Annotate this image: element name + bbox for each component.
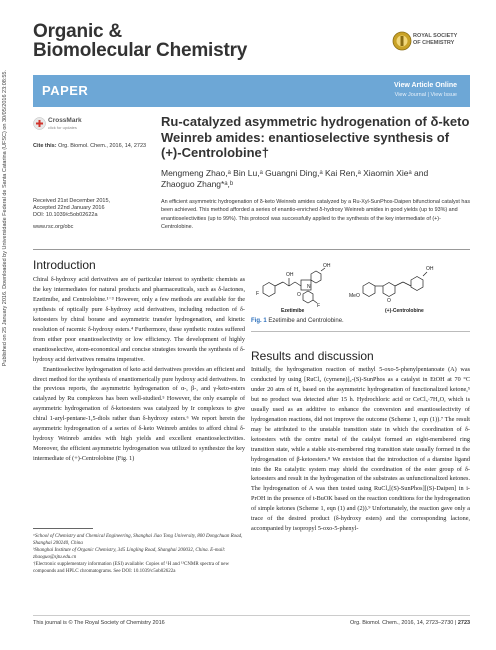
centrolobine-structure (363, 272, 427, 297)
article-title: Ru-catalyzed asymmetric hydrogenation of δ-keto Weinreb amides: enantioselective synthesis of (+)-Centrolobine† (161, 114, 470, 160)
citation-block (33, 143, 153, 150)
view-article-online-link[interactable]: View Article Online (393, 82, 457, 89)
article-dates (33, 198, 153, 231)
results-body (251, 365, 470, 534)
accepted-date: Accepted 22nd January 2016 (33, 205, 105, 211)
centrolobine-oh-label: OH (426, 266, 434, 272)
centrolobine-o-label: O (387, 298, 391, 304)
centrolobine-meo-label: MeO (349, 293, 360, 299)
article-type-label: PAPER (42, 83, 89, 98)
ezetimibe-o-label: O (297, 292, 301, 298)
received-date: Received 21st December 2015, (33, 198, 111, 204)
header-divider (33, 249, 470, 250)
results-heading: Results and discussion (251, 349, 374, 363)
footnote-a: ᵃSchool of Chemistry and Chemical Engineering, Shanghai Jiao Tong University, 800 Dongchuan Road, Shanghai 200240, China (33, 534, 243, 546)
centrolobine-label: (+)-Centrolobine (385, 308, 424, 314)
ezetimibe-n-label: N (307, 284, 311, 290)
footer-citation (350, 620, 470, 626)
cite-reference: Org. Biomol. Chem., 2016, 14, 2723 (58, 143, 147, 149)
authors-line2: Zhaoguo Zhang*ᵃ,ᵇ (161, 178, 234, 189)
journal-title-line1: Organic & (33, 21, 122, 42)
journal-title[interactable] (33, 22, 247, 60)
publisher-line2: OF CHEMISTRY (413, 39, 455, 46)
crossmark-label: CrossMark (48, 117, 82, 124)
footnote-esi: †Electronic supplementary information (ESI) available: Copies of ¹H and ¹³CNMR spectra of new compounds and HPLC chromatograms. See DOI: 10.1039/c5ob02622a (33, 562, 230, 574)
footer-citation-text: Org. Biomol. Chem., 2016, 14, 2723–2730 | (350, 620, 457, 626)
article-type-banner (33, 75, 470, 107)
figure-1-structures (251, 256, 471, 314)
abstract-text: An efficient asymmetric hydrogenation of δ-keto Weinreb amides catalyzed by a Ru-Xyl-SunPhos-Daipen bifunctional catalyst has been achieved. This method afforded a series of enantio-enriched δ-hydroxy Weinreb amides in good yields (up to 93%) and enantioselectivities (up to 99%). This protocol was successfully applied to the synthesis of the key intermediate of (+)-Centrolobine. (161, 199, 471, 231)
intro-paragraph-1: Chiral δ-hydroxy acid derivatives are of particular interest to synthetic chemists as the key intermediates for natural products and pharmaceuticals, such as δ-lactones, Ezetimibe, and Centrolobine.¹⁻³ However, only a few methods are available for the synthesis of optically pure δ-hydroxy acid derivatives, including reduction of δ-ketoesters by chiral borane and asymmetric transfer hydrogenation, and kinetic resolution of racemic δ-hydroxy esters.⁴ Furthermore, these synthetic routes suffered from either poor enantioselectivity or low efficiency. The development of highly enantioselective, atom-economical and concise strategies towards the synthesis of δ-hydroxy acid derivatives remains imperative. (33, 276, 245, 363)
footnotes (33, 533, 245, 575)
crossmark-icon (33, 117, 46, 130)
footer-page-number: 2723 (457, 620, 471, 626)
footnote-divider (33, 528, 93, 529)
ezetimibe-structure (263, 268, 325, 303)
doi[interactable]: DOI: 10.1039/c5ob02622a (33, 212, 98, 218)
ezetimibe-f-right: F (317, 303, 321, 309)
publisher-line1: ROYAL SOCIETY (413, 33, 458, 39)
crossmark-sub: click for updates (48, 125, 77, 130)
intro-paragraph-2: Enantioselective hydrogenation of keto acid derivatives provides an efficient and direct method for the synthesis of enantiomerically pure hydroxy acid derivatives. In the previous reports, the asymmetric hydrogenation of α-, β-, and γ-keto-esters catalyzed by Ru complexes has been well-studied.⁵ However, the only example of asymmetric hydrogenation of δ-ketoesters was catalyzed by Ir complexes to give chiral 1-aryl-pentane-1,5-diols rather than δ-hydroxy esters.⁶ We report herein the asymmetric hydrogenation of a series of δ-keto Weinreb amides to afford chiral δ-hydroxy Weinreb amides with high yields and excellent enantioselectivities. Moreover, the efficient asymmetric hydrogenation was utilized to synthesize the key intermediate of (+)-Centrolobine (Fig. 1) (33, 365, 245, 463)
ezetimibe-f-left: F (256, 291, 260, 297)
ezetimibe-oh-chain: OH (286, 272, 294, 278)
ezetimibe-oh-phenol: OH (323, 263, 331, 269)
figure-1-caption-text: Ezetimibe and Centrolobine. (268, 318, 344, 324)
figure-1-number[interactable]: Fig. 1 (251, 318, 267, 324)
figure-divider (251, 331, 470, 332)
view-journal-issue-link[interactable]: View Journal | View Issue (394, 92, 457, 98)
authors-line1: Mengmeng Zhao,ᵃ Bin Lu,ᵃ Guangni Ding,ᵃ Kai Ren,ᵃ Xiaomin Xieᵃ and (161, 168, 429, 178)
journal-title-line2: Biomolecular Chemistry (33, 40, 248, 61)
download-notice-text: Published on 25 January 2016. Downloaded by Universidade Federal de Santa Catarina (UFSC) on 30/05/2016 23:08:55. (2, 70, 8, 367)
crossmark-badge[interactable] (33, 117, 103, 137)
author-list (161, 168, 471, 189)
introduction-body (33, 275, 245, 464)
journal-url[interactable]: www.rsc.org/obc (33, 224, 74, 230)
introduction-heading: Introduction (33, 258, 96, 272)
ezetimibe-label: Ezetimibe (281, 308, 305, 314)
cite-label: Cite this: (33, 143, 57, 149)
download-notice (2, 70, 12, 590)
footer-divider (33, 615, 470, 616)
footnote-b: ᵇShanghai Institute of Organic Chemistry, 345 Lingling Road, Shanghai 200032, China. E-mail: zhaoguo@sjtu.edu.cn (33, 548, 226, 560)
results-paragraph-1: Initially, the hydrogenation reaction of methyl 5-oxo-5-phenylpentanoate (A) was conducted by using [RuCl₂ (cymene)]₂-(S)-SunPhos as a catalyst in EtOH at 70 °C under 20 atm of H₂ based on the asymmetric hydrogenation of functionalized ketone,⁵ but no product was detected after 15 h. Hydrochloric acid or CeCl₃·7H₂O, which is usually used as an additive to enhance the conversion and enantioselectivity of hydrogenation reactions, did not improve the outcome (Scheme 1, eqn (1)).⁷ The result may be attributed to the unstable transition state in which the coordination of δ-ketoesters with the centre metal of the catalyst formed an eight-membered ring transition state, while a stable six-membered ring transition state usually formed in the hydrogenation of β-ketoesters.⁸ We envision that the introduction of a diamine ligand into the Ru catalytic system may shield the coordination of the ester group of δ-ketoesters and result in the hydrogenation of the substrates as unfunctionalized ketones. The hydrogenation of A was then tested using RuCl₂[(S)-SunPhos][(S)-Daipen] in i-PrOH in the presence of t-BuOK based on the reaction conditions for the hydrogenation of simple ketones (Scheme 1, eqn (1) and (2)).⁹ Unfortunately, the reaction gave only a trace of the desired product (δ-hydroxy esters) and the corresponding lactone, accompanied by isopropyl 5-oxo-5-phenyl- (251, 366, 470, 533)
footer-copyright: This journal is © The Royal Society of Chemistry 2016 (33, 620, 165, 626)
publisher-name (413, 33, 457, 46)
figure-1-caption (251, 318, 344, 324)
